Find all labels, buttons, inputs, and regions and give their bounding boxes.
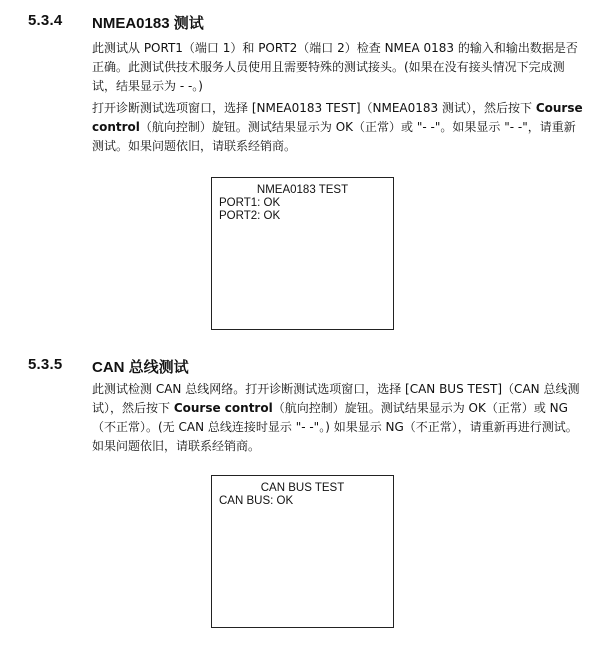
course-control-label-2: Course control [173,401,273,415]
can-bus-text-a: 此测试检测 CAN 总线网络。打开诊断测试选项窗口，选择 [CAN BUS TEST]（CAN 总线测试），然后按下 [92,382,580,415]
nmea-procedure-paragraph [92,99,584,156]
can-screen-title: CAN BUS TEST [260,482,345,494]
nmea-port2-result: PORT2: OK [219,210,281,222]
can-bus-result: CAN BUS: OK [219,495,294,507]
can-bus-text-b: （航向控制）旋钮。测试结果显示为 OK（正常）或 NG（不正常）。(无 CAN 总线连接时显示 "- -"。) 如果显示 NG（不正常），请重新再进行测试。如果问题依旧，请联系经销商。 [92,401,578,453]
nmea-intro-paragraph: 此测试从 PORT1（端口 1）和 PORT2（端口 2）检查 NMEA 0183 的输入和输出数据是否正确。此测试供技术服务人员使用且需要特殊的测试接头。(如果在没有接头情况下完成测试，结果显示为 - -。) [92,41,578,93]
section-title-nmea0183: NMEA0183 测试 [92,15,204,32]
nmea-test-screen [211,177,394,330]
can-bus-paragraph [92,380,584,456]
nmea-procedure-text-a: 打开诊断测试选项窗口，选择 [NMEA0183 TEST]（NMEA0183 测试），然后按下 [92,101,536,115]
nmea-port1-result: PORT1: OK [219,197,281,209]
can-bus-test-screen [211,475,394,628]
course-control-label: Course control [92,101,583,134]
nmea-screen-title: NMEA0183 TEST [256,184,349,196]
section-number-5-3-4: 5.3.4 [28,12,63,29]
nmea-procedure-text-b: （航向控制）旋钮。测试结果显示为 OK（正常）或 "- -"。如果显示 "- -"，请重新测试。如果问题依旧，请联系经销商。 [92,120,576,153]
section-title-can-bus: CAN 总线测试 [92,359,189,376]
section-number-5-3-5: 5.3.5 [28,356,63,373]
